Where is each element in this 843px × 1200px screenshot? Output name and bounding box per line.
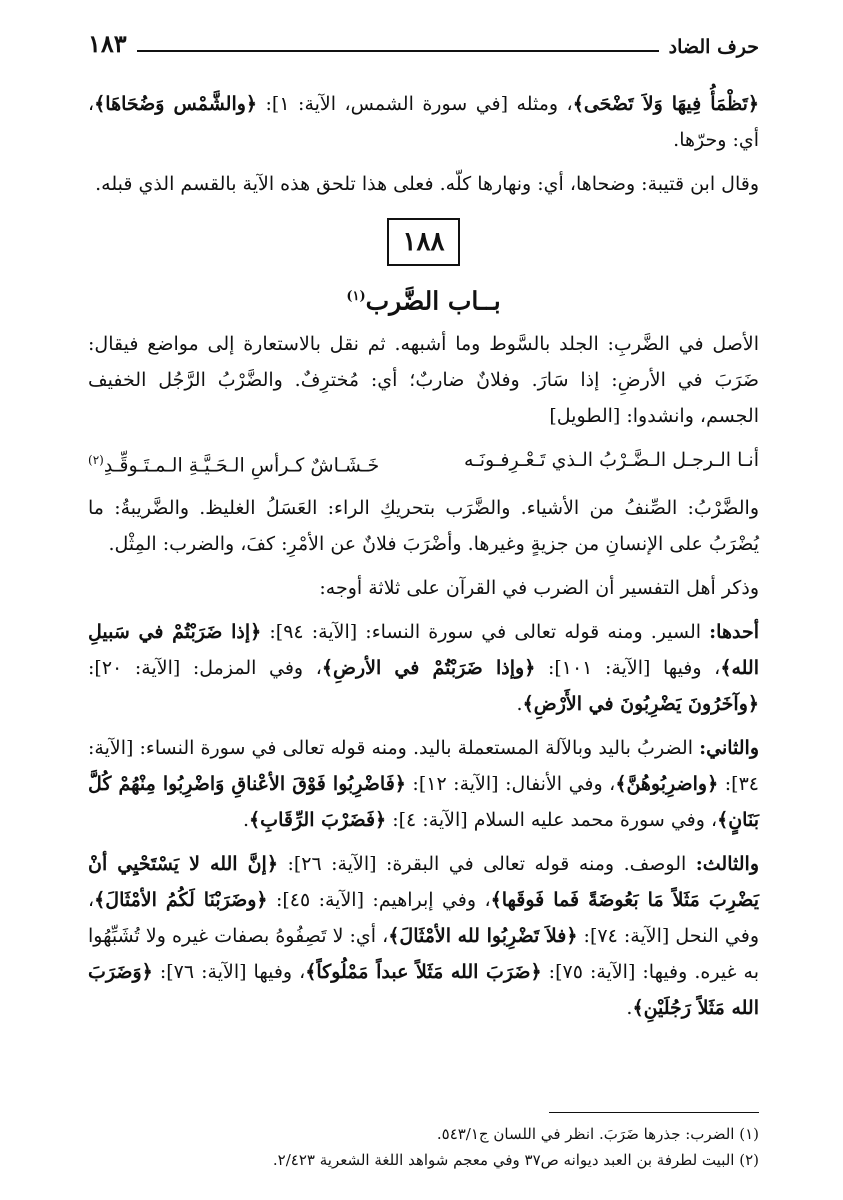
paragraph-text: ، وفيها [الآية: ١٠١]:	[535, 656, 721, 679]
quran-quote: ﴿فَضَرْبَ الرِّقَابِ﴾	[249, 808, 387, 831]
paragraph-text: ، أي: وحرّها.	[88, 93, 759, 151]
poetry-verse	[88, 442, 759, 483]
paragraph-text: .	[516, 692, 523, 715]
paragraph-text: السير. ومنه قوله تعالى في سورة النساء: [الآية: ٩٤]:	[261, 620, 710, 643]
intro-paragraph-2: وقال ابن قتيبة: وضحاها، أي: ونهارها كلّه. فعلى هذا تلحق هذه الآية بالقسم الذي قبله.	[95, 173, 759, 195]
quran-quote: ﴿فَاضْرِبُوا فَوْقَ الأعْناقِ وَاضْرِبُوا مِنْهُمْ كُلَّ بَنَانٍ﴾	[88, 772, 759, 831]
paragraph-text: الوصف. ومنه قوله تعالى في البقرة: [الآية: ٢٦]:	[277, 852, 696, 875]
sense-one-paragraph	[88, 614, 759, 722]
quran-quote: ﴿وإذا ضَرَبْتُمْ في الأرضِ﴾	[321, 656, 536, 679]
paragraph-text: ، وفيها [الآية: ٧٦]:	[152, 960, 306, 983]
quran-quote: ﴿وَضَرَبَ الله مَثَلاً رَجُلَيْنِ﴾	[88, 960, 759, 1019]
sense-three-paragraph	[88, 846, 759, 1026]
running-header	[88, 28, 759, 58]
paragraph-text: الضربُ باليد وبالآلة المستعملة باليد. ومنه قوله تعالى في سورة النساء: [الآية: ٣٤]:	[88, 736, 759, 795]
quran-quote: ﴿وضَرَبْنَا لَكُمُ الأمْثَالَ﴾	[94, 888, 268, 911]
paragraph-text: .	[243, 808, 250, 831]
sense-two-paragraph	[88, 730, 759, 838]
paragraph-text: ، وفي سورة محمد عليه السلام [الآية: ٤]:	[386, 808, 718, 831]
footnote-1: (١) الضرب: جذرها ضَرَبَ. انظر في اللسان ج٥٤٣/١.	[436, 1125, 759, 1143]
quran-quote: ﴿تَظْمَأُ فِيهَا وَلاَ تَضْحَى﴾	[572, 93, 760, 115]
page-body	[88, 86, 759, 1034]
paragraph-text: ، وفي الأنفال: [الآية: ١٢]:	[405, 772, 616, 795]
paragraph-text: ، ومثله [في سورة الشمس، الآية: ١]:	[257, 93, 573, 115]
verse-second-text: خَـشَـاشٌ كـرأسِ الـحَـيَّـةِ الـمـتَـوقِّـدِ	[103, 454, 380, 477]
running-title: حرف الضاد	[668, 36, 759, 58]
chapter-number-wrap	[88, 218, 759, 266]
chapter-title	[88, 278, 759, 320]
header-rule	[137, 50, 659, 52]
chapter-title-text: بــاب الضَّرب	[365, 286, 501, 316]
quran-quote: ﴿فلاَ تَضْرِبُوا لله الأمْثَالَ﴾	[388, 924, 578, 947]
paragraph-text: ، أي: لا تَصِفُوهُ بصفات غيره ولا تُشَبِّهُوا به غيره. وفيها: [الآية: ٧٥]:	[88, 924, 759, 983]
quran-quote: ﴿وآخَرُونَ يَضْرِبُونَ في الأَرْضِ﴾	[522, 692, 759, 715]
quran-quote: ﴿والشَّمْس وَضُحَاهَا﴾	[94, 93, 258, 115]
footnotes	[88, 1112, 759, 1173]
sense-lead: أحدها:	[709, 620, 759, 643]
footnote-rule	[549, 1112, 759, 1113]
page-number: ١٨٣	[88, 29, 127, 58]
quran-quote: ﴿إذا ضَرَبْتُمْ في سَبيلِ الله﴾	[88, 620, 759, 679]
sense-lead: والثاني:	[699, 736, 759, 759]
verse-second-hemistich	[88, 442, 379, 483]
definition-paragraph-2: والضَّرْبُ: الصِّنفُ من الأشياء. والضَّرَب بتحريكِ الراء: العَسَلُ الغليظ. والضَّريبةُ: ما يُضْرَبُ على الإنسانِ من جزيةٍ وغيرها. وأضْرَبَ فلانٌ عن الأمْرِ: كفَ، والضرب: المِثْل.	[88, 496, 759, 555]
quran-quote: ﴿إنَّ الله لا يَسْتَحْيِي أنْ يَضْرِبَ مَثَلاً مَا بَعُوضَةً فَما فَوقَها﴾	[88, 852, 759, 911]
intro-senses-paragraph: وذكر أهل التفسير أن الضرب في القرآن على ثلاثة أوجه:	[319, 576, 759, 599]
paragraph-text: .	[626, 996, 633, 1019]
footnote-marker: (٢)	[88, 453, 104, 468]
paragraph-text: ، وفي النحل [الآية: ٧٤]:	[88, 888, 759, 947]
quran-quote: ﴿ضَرَبَ الله مَثَلاً عبداً مَمْلُوكاً﴾	[305, 960, 542, 983]
paragraph-text: ، وفي إبراهيم: [الآية: ٤٥]:	[267, 888, 491, 911]
footnote-marker: (١)	[346, 289, 366, 304]
intro-paragraph-1	[88, 86, 759, 158]
footnote-2: (٢) البيت لطرفة بن العبد ديوانه ص٣٧ وفي معجم شواهد اللغة الشعرية ٢/٤٢٣.	[272, 1151, 759, 1169]
sense-lead: والثالث:	[695, 852, 759, 875]
chapter-number: ١٨٨	[387, 218, 461, 266]
definition-paragraph-1: الأصل في الضَّربِ: الجلد بالسَّوط وما أشبهه. ثم نقل بالاستعارة إلى مواضع فيقال: ضَرَبَ في الأرضِ: إذا سَارَ. وفلانٌ ضاربٌ؛ أي: مُخترِفٌ. والضَّرْبُ الرَّجُل الخفيف الجسم، وانشدوا: [الطويل]	[88, 333, 759, 428]
paragraph-text: ، وفي المزمل: [الآية: ٢٠]:	[88, 656, 322, 679]
verse-first-hemistich: أنـا الـرجـل الـضَّـرْبُ الـذي تَـعْـرِفـونَـه	[463, 449, 759, 472]
quran-quote: ﴿واضرِبُوهُنَّ﴾	[615, 772, 719, 795]
